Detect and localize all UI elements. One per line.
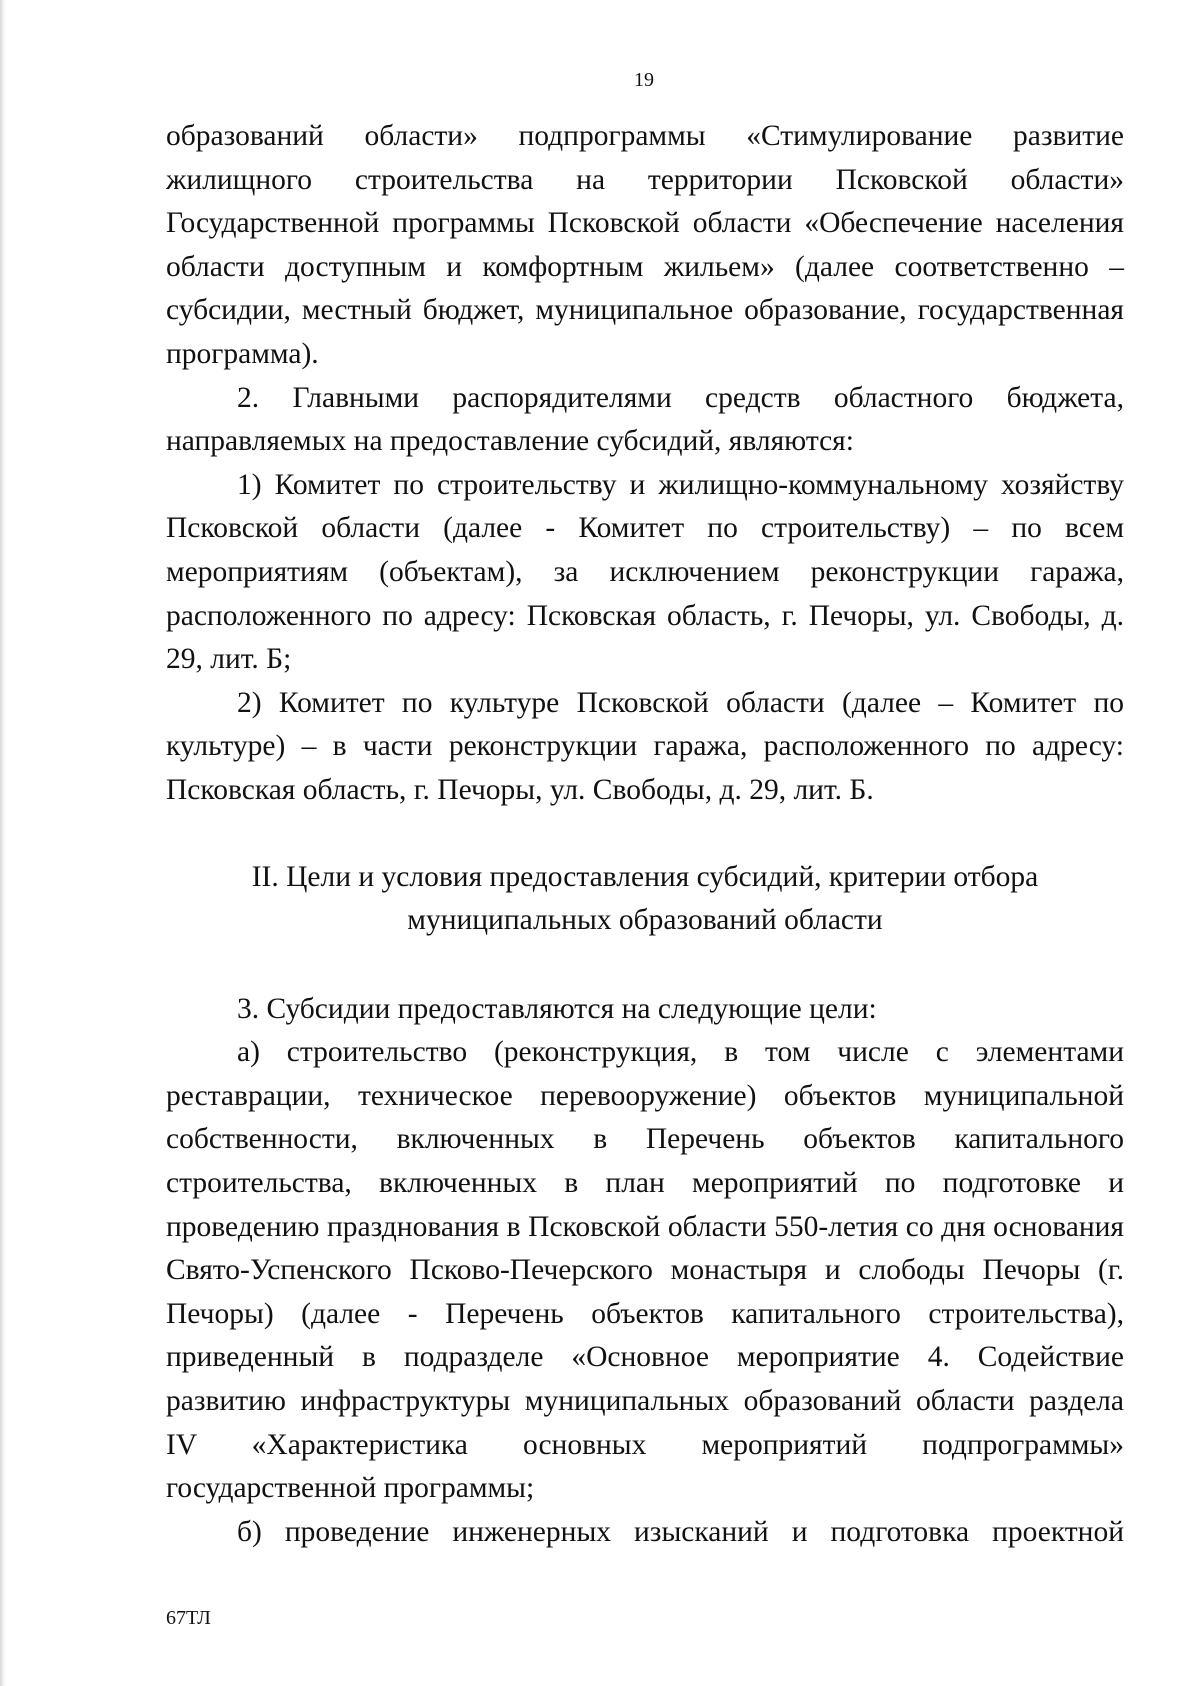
paragraph-subitem-a: а) строительство (реконструкция, в том числе с элементами реставрации, техническое перевооружение) объектов муниципальной собственности, включенных в Перечень объектов капитального строительства, включенных в план мероприятий по подготовке и проведению празднования в Псковской области 550-летия со дня основания Свято-Успенского Псково-Печерского монастыря и слободы Печоры (г. Печоры) (далее - Перечень объектов капитального строительства), приведенный в подразделе «Основное мероприятие 4. Содействие развитию инфраструктуры муниципальных образований области раздела IV «Характеристика основных мероприятий подпрограммы» государственной программы; — [166, 1036, 1124, 1505]
scan-edge — [0, 0, 6, 1686]
paragraph-item-2: 2. Главными распорядителями средств областного бюджета, направляемых на предоставление субсидий, являются: — [166, 381, 1124, 458]
paragraph-item-3: 3. Субсидии предоставляются на следующие цели: — [237, 992, 877, 1025]
section-heading — [166, 856, 1124, 943]
page-number: 19 — [634, 69, 654, 91]
paragraph-continuation: образований области» подпрограммы «Стимулирование развитие жилищного строительства на территории Псковской области» Государственной программы Псковской области «Обеспечение населения области доступным и комфортным жильем» (далее соответственно – субсидии, местный бюджет, муниципальное образование, государственная программа). — [166, 120, 1124, 370]
section-heading-line-1: II. Цели и условия предоставления субсидий, критерии отбора — [251, 860, 1039, 893]
paragraph-subitem-1: 1) Комитет по строительству и жилищно-коммунальному хозяйству Псковской области (далее - Комитет по строительству) – по всем мероприятиям (объектам), за исключением реконструкции гаража, расположенного по адресу: Псковская область, г. Печоры, ул. Свободы, д. 29, лит. Б; — [166, 468, 1124, 676]
document-body — [166, 115, 1124, 1554]
paragraph-subitem-2: 2) Комитет по культуре Псковской области (далее – Комитет по культуре) – в части реконструкции гаража, расположенного по адресу: Псковская область, г. Печоры, ул. Свободы, д. 29, лит. Б. — [166, 686, 1124, 806]
footer-document-code: 67ТЛ — [166, 1607, 211, 1629]
section-heading-line-2: муниципальных образований области — [407, 904, 883, 937]
paragraph-subitem-b: б) проведение инженерных изысканий и подготовка проектной — [237, 1515, 1124, 1548]
